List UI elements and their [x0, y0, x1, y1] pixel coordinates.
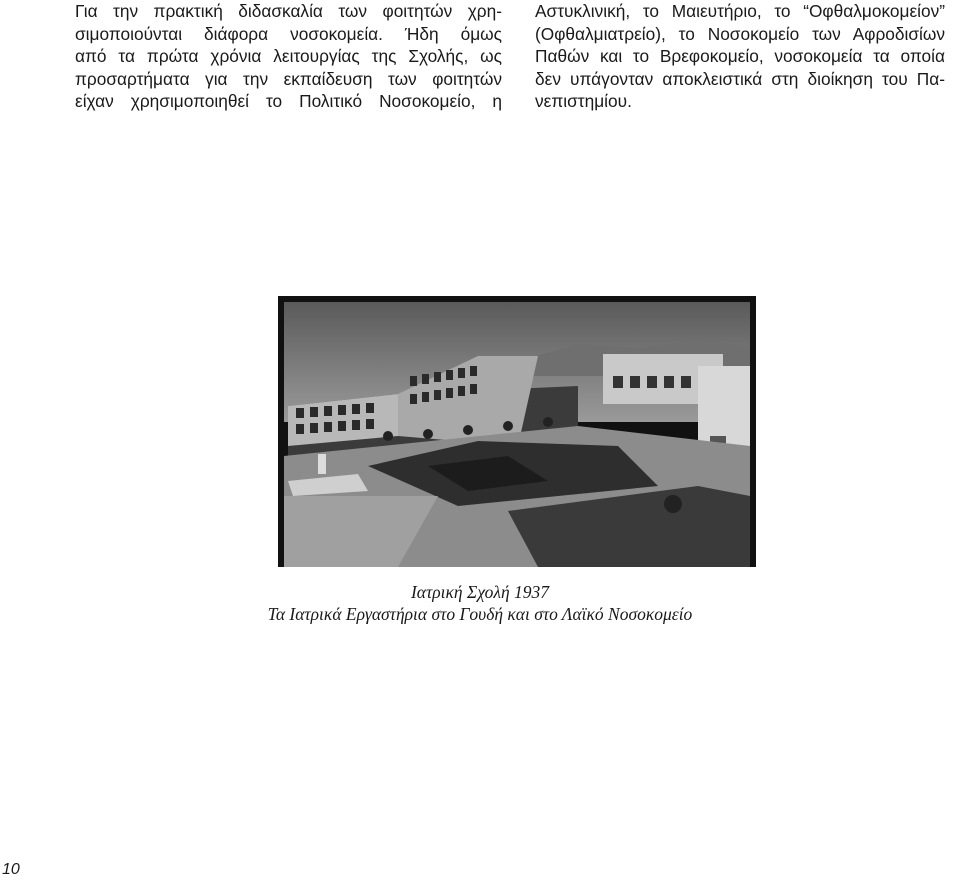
historical-photograph [278, 296, 756, 567]
caption-subtitle: Τα Ιατρικά Εργαστήρια στο Γουδή και στο Λαϊκό Νοσοκομείο [267, 604, 693, 624]
text-line: δεν υπάγονταν αποκλειστικά στη διοίκηση του Πα- [535, 68, 945, 89]
text-line: νεπιστημίου. [535, 91, 632, 112]
text-line: σιμοποιούνται διάφορα νοσοκομεία. Ήδη όμως [75, 23, 502, 44]
text-line: από τα πρώτα χρόνια λειτουργίας της Σχολής, ως [75, 46, 502, 67]
right-text-column [535, 0, 945, 113]
text-line: Παθών και το Βρεφοκομείο, νοσοκομεία τα οποία [535, 46, 945, 67]
photo-caption [200, 581, 760, 625]
caption-title: Ιατρική Σχολή 1937 [410, 582, 550, 602]
text-line: Για την πρακτική διδασκαλία των φοιτητών χρη- [75, 1, 502, 21]
text-line: προσαρτήματα για την εκπαίδευση των φοιτητών [75, 68, 502, 89]
text-line: Αστυκλινική, το Μαιευτήριο, το “Οφθαλμοκομείον” [535, 1, 945, 21]
left-text-column [75, 0, 502, 113]
text-line: (Οφθαλμιατρείο), το Νοσοκομείο των Αφροδισίων [535, 23, 945, 44]
page-number: 10 [2, 861, 20, 878]
text-line: είχαν χρησιμοποιηθεί το Πολιτικό Νοσοκομείο, η [75, 91, 502, 112]
